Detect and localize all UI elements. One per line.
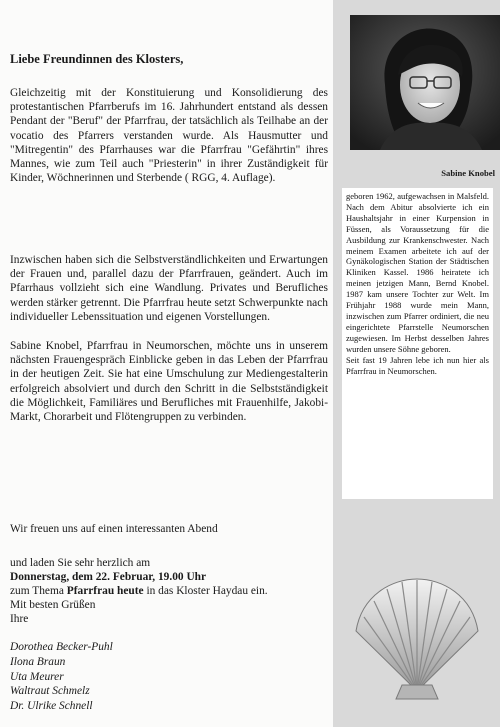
- greeting-line-1: Mit besten Grüßen: [10, 599, 96, 611]
- event-topic-suffix: in das Kloster Haydau ein.: [146, 585, 268, 597]
- letter-salutation: Liebe Freundinnen des Klosters,: [10, 52, 184, 66]
- signatory-name: Uta Meurer: [10, 670, 64, 683]
- biography-paragraph-2: Seit fast 19 Jahren lebe ich nun hier als Pfarrfrau in Neumorschen.: [346, 354, 489, 376]
- photo-caption: Sabine Knobel: [441, 168, 495, 178]
- event-date: Donnerstag, dem 22. Februar, 19.00 Uhr: [10, 571, 207, 583]
- event-topic-prefix: zum Thema: [10, 585, 64, 597]
- event-topic: Pfarrfrau heute: [66, 585, 144, 597]
- letter-paragraph-3: Sabine Knobel, Pfarrfrau in Neumorschen, möchte uns in unserem nächsten Frauengespräch Einblicke geben in das Leben der Pfarrfrau in der heutigen Zeit. Sie hat eine Umschulung zur Mediengestalterin erfolgreich absolviert und durch den Schritt in die Selbstständigkeit die Möglichkeit, Familiäres und Berufliches mit Frauenhilfe, Jakobi-Markt, Chorarbeit und Flötengruppen zu verbinden.: [10, 340, 328, 424]
- signatory-name: Dr. Ulrike Schnell: [10, 700, 93, 713]
- signatory-name: Dorothea Becker-Puhl: [10, 641, 113, 653]
- biography-box: [342, 188, 493, 499]
- portrait-photo: [350, 15, 500, 150]
- letter-paragraph-4: Wir freuen uns auf einen interessanten Abend: [10, 523, 218, 535]
- biography-paragraph-1: geboren 1962, aufgewachsen in Malsfeld. Nach dem Abitur absolvierte ich ein Haushaltsjahr in einer Kurpension in Füssen, als Voraussetzung für die Ausbildung zur Krankenschwester. Nach meinem Examen arbeitete ich auf der Gynäkologischen Station der Städtischen Kliniken Kassel. 1986 heiratete ich meinen jetzigen Mann, Bernd Knobel. 1987 kam unsere Tochter zur Welt. Im Frühjahr 1988 wurde mein Mann, inzwischen zum Pfarrer ordiniert, die neu eingerichtete Pfarrstelle Neumorschen zugewiesen. Im Herbst desselben Jahres wurden unsere Söhne geboren.: [346, 191, 489, 354]
- signatory-list: [10, 640, 330, 714]
- greeting-line-2: Ihre: [10, 613, 29, 626]
- signatory-name: Waltraut Schmelz: [10, 685, 90, 698]
- event-topic-line: [10, 584, 330, 598]
- letter-paragraph-2: Inzwischen haben sich die Selbstverständlichkeiten und Erwartungen der Frauen und, parallel dazu der Pfarrfrauen, geändert. Auch im Pfarrhaus vollzieht sich eine Wandlung. Privates und Berufliches werden stärker getrennt. Die Pfarrfrau heute setzt Schwerpunkte nach individueller Lebenssituation und eigenen Vorstellungen.: [10, 254, 328, 323]
- letter-paragraph-1: Gleichzeitig mit der Konstituierung und Konsolidierung des protestantischen Pfarrberufs im 16. Jahrhundert entstand als dessen Pendant der "Beruf" der Pfarrfrau, der tatsächlich als Teilhabe an der vocatio des Pfarrers verstanden wurde. Als Hausmutter und "Mitregentin" des Pfarrhauses war die Pfarrfrau "Gefährtin" ihres Mannes, wie zum Teil auch "Priesterin" in ihrer Zuständigkeit für Kinder, Wöchnerinnen und Sterbende ( RGG, 4. Auflage).: [10, 87, 328, 185]
- closing-greeting: [10, 598, 330, 626]
- signatory-name: Ilona Braun: [10, 655, 66, 668]
- event-invitation: [10, 556, 330, 598]
- event-invite-line: und laden Sie sehr herzlich am: [10, 557, 151, 569]
- scallop-shell-image: [342, 573, 492, 708]
